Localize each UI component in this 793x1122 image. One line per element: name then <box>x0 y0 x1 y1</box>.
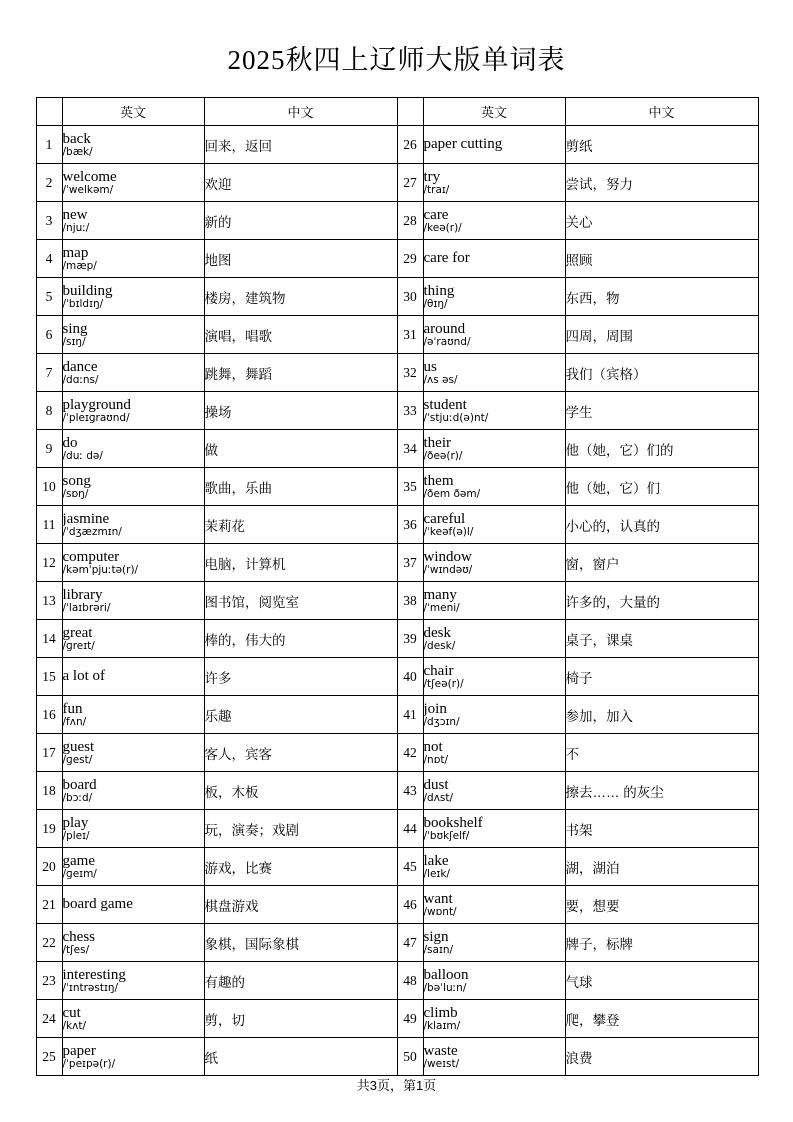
english-word: game <box>62 853 95 870</box>
chinese-cell-left: 电脑，计算机 <box>204 544 397 582</box>
row-number-right: 31 <box>397 316 423 354</box>
table-row <box>36 468 758 506</box>
row-number-left: 7 <box>36 354 62 392</box>
phonetic-transcription: /əˈraʊnd/ <box>423 335 471 348</box>
chinese-cell-right: 小心的，认真的 <box>565 506 758 544</box>
english-cell-right <box>423 1038 565 1076</box>
english-word: back <box>62 131 91 148</box>
table-row <box>36 278 758 316</box>
english-word: us <box>423 359 437 376</box>
english-cell-right <box>423 620 565 658</box>
english-cell-left <box>62 1038 204 1076</box>
chinese-cell-left: 有趣的 <box>204 962 397 1000</box>
phonetic-transcription: /tʃes/ <box>62 943 90 956</box>
english-cell-left <box>62 924 204 962</box>
english-word: playground <box>62 397 131 414</box>
table-row <box>36 696 758 734</box>
table-row <box>36 1000 758 1038</box>
english-word: a lot of <box>62 668 105 685</box>
english-cell-left <box>62 1000 204 1038</box>
english-word: window <box>423 549 472 566</box>
english-word: chair <box>423 663 454 680</box>
phonetic-transcription: /ðem ðəm/ <box>423 487 481 500</box>
table-row <box>36 544 758 582</box>
row-number-left: 15 <box>36 658 62 696</box>
chinese-cell-right: 爬，攀登 <box>565 1000 758 1038</box>
phonetic-transcription: /dʌst/ <box>423 791 454 804</box>
table-row <box>36 734 758 772</box>
header-chinese-left: 中文 <box>204 98 397 126</box>
table-row <box>36 810 758 848</box>
row-number-right: 29 <box>397 240 423 278</box>
row-number-right: 28 <box>397 202 423 240</box>
chinese-cell-left: 客人，宾客 <box>204 734 397 772</box>
english-cell-right <box>423 164 565 202</box>
phonetic-transcription: /ˈwɪndəʊ/ <box>423 563 473 576</box>
english-word: cut <box>62 1005 81 1022</box>
english-cell-right <box>423 278 565 316</box>
table-row <box>36 430 758 468</box>
row-number-right: 34 <box>397 430 423 468</box>
chinese-cell-left: 跳舞，舞蹈 <box>204 354 397 392</box>
header-row <box>36 98 758 126</box>
phonetic-transcription: /desk/ <box>423 639 456 652</box>
english-word: desk <box>423 625 451 642</box>
english-cell-left <box>62 202 204 240</box>
english-word: great <box>62 625 93 642</box>
chinese-cell-right: 参加，加入 <box>565 696 758 734</box>
chinese-cell-right: 擦去…… 的灰尘 <box>565 772 758 810</box>
row-number-right: 36 <box>397 506 423 544</box>
phonetic-transcription: /θɪŋ/ <box>423 297 448 310</box>
english-word: chess <box>62 929 95 946</box>
row-number-right: 43 <box>397 772 423 810</box>
chinese-cell-left: 茉莉花 <box>204 506 397 544</box>
vocabulary-table <box>36 97 759 1076</box>
english-word: waste <box>423 1043 458 1060</box>
english-cell-right <box>423 734 565 772</box>
english-cell-left <box>62 734 204 772</box>
phonetic-transcription: /ˈbʊkʃelf/ <box>423 829 470 842</box>
row-number-left: 2 <box>36 164 62 202</box>
chinese-cell-right: 他（她，它）们的 <box>565 430 758 468</box>
english-cell-left <box>62 354 204 392</box>
table-row <box>36 924 758 962</box>
english-word: paper cutting <box>423 136 503 153</box>
english-cell-right <box>423 430 565 468</box>
chinese-cell-left: 许多 <box>204 658 397 696</box>
english-cell-right <box>423 810 565 848</box>
chinese-cell-left: 棋盘游戏 <box>204 886 397 924</box>
english-word: jasmine <box>62 511 110 528</box>
phonetic-transcription: /ˈkeəf(ə)l/ <box>423 525 474 538</box>
header-number-right <box>397 98 423 126</box>
english-cell-right <box>423 1000 565 1038</box>
english-word: careful <box>423 511 466 528</box>
chinese-cell-left: 楼房，建筑物 <box>204 278 397 316</box>
english-word: song <box>62 473 91 490</box>
english-cell-left <box>62 544 204 582</box>
english-cell-left <box>62 582 204 620</box>
english-word: try <box>423 169 441 186</box>
chinese-cell-right: 牌子，标牌 <box>565 924 758 962</box>
chinese-cell-left: 板，木板 <box>204 772 397 810</box>
chinese-cell-left: 图书馆，阅览室 <box>204 582 397 620</box>
chinese-cell-left: 回来，返回 <box>204 126 397 164</box>
phonetic-transcription: /kʌt/ <box>62 1019 86 1032</box>
chinese-cell-left: 象棋，国际象棋 <box>204 924 397 962</box>
row-number-left: 5 <box>36 278 62 316</box>
chinese-cell-right: 湖，湖泊 <box>565 848 758 886</box>
chinese-cell-right: 照顾 <box>565 240 758 278</box>
row-number-left: 10 <box>36 468 62 506</box>
header-english-right: 英文 <box>423 98 565 126</box>
header-number-left <box>36 98 62 126</box>
chinese-cell-right: 学生 <box>565 392 758 430</box>
chinese-cell-right: 椅子 <box>565 658 758 696</box>
phonetic-transcription: /bæk/ <box>62 145 93 158</box>
row-number-right: 32 <box>397 354 423 392</box>
phonetic-transcription: /duː də/ <box>62 449 103 462</box>
english-cell-left <box>62 810 204 848</box>
phonetic-transcription: /ɡeɪm/ <box>62 867 97 880</box>
phonetic-transcription: /traɪ/ <box>423 183 450 196</box>
english-cell-right <box>423 886 565 924</box>
chinese-cell-right: 桌子，课桌 <box>565 620 758 658</box>
chinese-cell-left: 欢迎 <box>204 164 397 202</box>
english-word: dance <box>62 359 98 376</box>
chinese-cell-right: 不 <box>565 734 758 772</box>
chinese-cell-right: 他（她，它）们 <box>565 468 758 506</box>
row-number-right: 49 <box>397 1000 423 1038</box>
english-word: their <box>423 435 451 452</box>
chinese-cell-left: 操场 <box>204 392 397 430</box>
table-row <box>36 316 758 354</box>
table-row <box>36 126 758 164</box>
table-row <box>36 240 758 278</box>
phonetic-transcription: /fʌn/ <box>62 715 87 728</box>
row-number-right: 39 <box>397 620 423 658</box>
phonetic-transcription: /weɪst/ <box>423 1057 460 1070</box>
english-word: lake <box>423 853 449 870</box>
header-chinese-right: 中文 <box>565 98 758 126</box>
english-word: care for <box>423 250 470 267</box>
table-row <box>36 848 758 886</box>
row-number-right: 48 <box>397 962 423 1000</box>
chinese-cell-right: 剪纸 <box>565 126 758 164</box>
english-word: building <box>62 283 113 300</box>
english-word: play <box>62 815 89 832</box>
table-row <box>36 658 758 696</box>
table-row <box>36 392 758 430</box>
english-cell-right <box>423 772 565 810</box>
english-word: paper <box>62 1043 96 1060</box>
phonetic-transcription: /saɪn/ <box>423 943 454 956</box>
chinese-cell-right: 书架 <box>565 810 758 848</box>
english-word: care <box>423 207 449 224</box>
english-cell-left <box>62 278 204 316</box>
phonetic-transcription: /klaɪm/ <box>423 1019 461 1032</box>
phonetic-transcription: /ˈlaɪbrəri/ <box>62 601 111 614</box>
english-word: many <box>423 587 457 604</box>
table-row <box>36 506 758 544</box>
row-number-right: 41 <box>397 696 423 734</box>
chinese-cell-left: 乐趣 <box>204 696 397 734</box>
english-word: board <box>62 777 97 794</box>
english-cell-right <box>423 582 565 620</box>
table-row <box>36 1038 758 1076</box>
row-number-left: 23 <box>36 962 62 1000</box>
english-cell-left <box>62 164 204 202</box>
english-cell-right <box>423 848 565 886</box>
english-word: do <box>62 435 78 452</box>
english-word: dust <box>423 777 449 794</box>
english-cell-left <box>62 316 204 354</box>
english-word: bookshelf <box>423 815 483 832</box>
english-word: new <box>62 207 88 224</box>
chinese-cell-right: 我们（宾格） <box>565 354 758 392</box>
row-number-right: 27 <box>397 164 423 202</box>
row-number-left: 12 <box>36 544 62 582</box>
row-number-left: 11 <box>36 506 62 544</box>
phonetic-transcription: /nɒt/ <box>423 753 449 766</box>
english-word: student <box>423 397 467 414</box>
chinese-cell-right: 许多的，大量的 <box>565 582 758 620</box>
chinese-cell-left: 纸 <box>204 1038 397 1076</box>
row-number-left: 14 <box>36 620 62 658</box>
table-row <box>36 620 758 658</box>
row-number-right: 42 <box>397 734 423 772</box>
table-row <box>36 202 758 240</box>
english-word: want <box>423 891 453 908</box>
row-number-right: 38 <box>397 582 423 620</box>
chinese-cell-right: 窗，窗户 <box>565 544 758 582</box>
english-word: interesting <box>62 967 126 984</box>
english-cell-right <box>423 202 565 240</box>
phonetic-transcription: /ɡest/ <box>62 753 93 766</box>
phonetic-transcription: /ˈpeɪpə(r)/ <box>62 1057 116 1070</box>
table-row <box>36 886 758 924</box>
chinese-cell-left: 做 <box>204 430 397 468</box>
chinese-cell-left: 演唱，唱歌 <box>204 316 397 354</box>
chinese-cell-left: 歌曲，乐曲 <box>204 468 397 506</box>
row-number-right: 46 <box>397 886 423 924</box>
english-word: library <box>62 587 103 604</box>
english-cell-right <box>423 506 565 544</box>
row-number-left: 16 <box>36 696 62 734</box>
english-word: around <box>423 321 466 338</box>
row-number-right: 30 <box>397 278 423 316</box>
english-cell-right <box>423 658 565 696</box>
english-cell-left <box>62 240 204 278</box>
english-word: climb <box>423 1005 458 1022</box>
row-number-left: 1 <box>36 126 62 164</box>
row-number-left: 19 <box>36 810 62 848</box>
chinese-cell-right: 浪费 <box>565 1038 758 1076</box>
row-number-left: 24 <box>36 1000 62 1038</box>
phonetic-transcription: /keə(r)/ <box>423 221 462 234</box>
english-cell-left <box>62 772 204 810</box>
phonetic-transcription: /ɡreɪt/ <box>62 639 95 652</box>
chinese-cell-right: 东西，物 <box>565 278 758 316</box>
row-number-left: 4 <box>36 240 62 278</box>
phonetic-transcription: /sɪŋ/ <box>62 335 86 348</box>
english-cell-right <box>423 126 565 164</box>
table-row <box>36 582 758 620</box>
phonetic-transcription: /ˈstjuːd(ə)nt/ <box>423 411 489 424</box>
english-word: sign <box>423 929 449 946</box>
english-word: guest <box>62 739 95 756</box>
english-word: welcome <box>62 169 117 186</box>
row-number-right: 37 <box>397 544 423 582</box>
english-cell-left <box>62 468 204 506</box>
table-header <box>36 98 758 126</box>
english-cell-left <box>62 696 204 734</box>
row-number-right: 33 <box>397 392 423 430</box>
phonetic-transcription: /sɒŋ/ <box>62 487 89 500</box>
phonetic-transcription: /dʒɔɪn/ <box>423 715 460 728</box>
english-cell-right <box>423 316 565 354</box>
english-cell-right <box>423 240 565 278</box>
chinese-cell-left: 游戏，比赛 <box>204 848 397 886</box>
phonetic-transcription: /ˈɪntrəstɪŋ/ <box>62 981 119 994</box>
english-cell-left <box>62 506 204 544</box>
chinese-cell-left: 新的 <box>204 202 397 240</box>
row-number-left: 22 <box>36 924 62 962</box>
chinese-cell-right: 气球 <box>565 962 758 1000</box>
row-number-left: 13 <box>36 582 62 620</box>
english-cell-left <box>62 962 204 1000</box>
header-english-left: 英文 <box>62 98 204 126</box>
english-word: thing <box>423 283 455 300</box>
row-number-left: 8 <box>36 392 62 430</box>
english-word: board game <box>62 896 133 913</box>
table-row <box>36 354 758 392</box>
page-title: 2025秋四上辽师大版单词表 <box>227 45 566 75</box>
english-word: not <box>423 739 443 756</box>
row-number-left: 21 <box>36 886 62 924</box>
phonetic-transcription: /kəmˈpjuːtə(r)/ <box>62 563 139 576</box>
table-row <box>36 772 758 810</box>
english-cell-left <box>62 430 204 468</box>
english-word: fun <box>62 701 83 718</box>
chinese-cell-left: 棒的，伟大的 <box>204 620 397 658</box>
row-number-right: 45 <box>397 848 423 886</box>
english-cell-left <box>62 658 204 696</box>
phonetic-transcription: /tʃeə(r)/ <box>423 677 464 690</box>
table-row <box>36 962 758 1000</box>
phonetic-transcription: /ˈwelkəm/ <box>62 183 114 196</box>
row-number-right: 47 <box>397 924 423 962</box>
row-number-right: 40 <box>397 658 423 696</box>
english-cell-right <box>423 696 565 734</box>
chinese-cell-left: 玩，演奏；戏剧 <box>204 810 397 848</box>
vocabulary-table-container <box>36 97 758 1076</box>
row-number-right: 44 <box>397 810 423 848</box>
phonetic-transcription: /bəˈluːn/ <box>423 981 467 994</box>
english-cell-right <box>423 468 565 506</box>
english-word: them <box>423 473 454 490</box>
row-number-left: 6 <box>36 316 62 354</box>
chinese-cell-right: 四周，周围 <box>565 316 758 354</box>
chinese-cell-right: 关心 <box>565 202 758 240</box>
english-word: balloon <box>423 967 469 984</box>
row-number-left: 9 <box>36 430 62 468</box>
english-cell-left <box>62 620 204 658</box>
phonetic-transcription: /ˈdʒæzmɪn/ <box>62 525 122 538</box>
row-number-left: 3 <box>36 202 62 240</box>
english-cell-left <box>62 886 204 924</box>
chinese-cell-right: 要，想要 <box>565 886 758 924</box>
chinese-cell-left: 剪，切 <box>204 1000 397 1038</box>
english-word: map <box>62 245 89 262</box>
phonetic-transcription: /ˈpleɪɡraʊnd/ <box>62 411 130 424</box>
english-cell-right <box>423 924 565 962</box>
english-cell-right <box>423 962 565 1000</box>
english-cell-left <box>62 392 204 430</box>
table-row <box>36 164 758 202</box>
phonetic-transcription: /leɪk/ <box>423 867 450 880</box>
row-number-left: 17 <box>36 734 62 772</box>
row-number-left: 25 <box>36 1038 62 1076</box>
chinese-cell-left: 地图 <box>204 240 397 278</box>
chinese-cell-right: 尝试，努力 <box>565 164 758 202</box>
row-number-left: 20 <box>36 848 62 886</box>
english-word: sing <box>62 321 88 338</box>
phonetic-transcription: /ˈmeni/ <box>423 601 460 614</box>
row-number-left: 18 <box>36 772 62 810</box>
row-number-right: 35 <box>397 468 423 506</box>
phonetic-transcription: /ðeə(r)/ <box>423 449 463 462</box>
phonetic-transcription: /ˈbɪldɪŋ/ <box>62 297 104 310</box>
row-number-right: 50 <box>397 1038 423 1076</box>
english-cell-right <box>423 354 565 392</box>
english-cell-left <box>62 126 204 164</box>
phonetic-transcription: /njuː/ <box>62 221 90 234</box>
english-cell-right <box>423 392 565 430</box>
phonetic-transcription: /bɔːd/ <box>62 791 93 804</box>
phonetic-transcription: /ʌs əs/ <box>423 373 458 386</box>
english-cell-left <box>62 848 204 886</box>
english-word: computer <box>62 549 120 566</box>
phonetic-transcription: /pleɪ/ <box>62 829 90 842</box>
table-body <box>36 126 758 1076</box>
row-number-right: 26 <box>397 126 423 164</box>
page-footer: 共3页，第1页 <box>356 1078 437 1093</box>
english-word: join <box>423 701 447 718</box>
phonetic-transcription: /wɒnt/ <box>423 905 457 918</box>
english-cell-right <box>423 544 565 582</box>
phonetic-transcription: /dɑːns/ <box>62 373 99 386</box>
phonetic-transcription: /mæp/ <box>62 259 97 272</box>
